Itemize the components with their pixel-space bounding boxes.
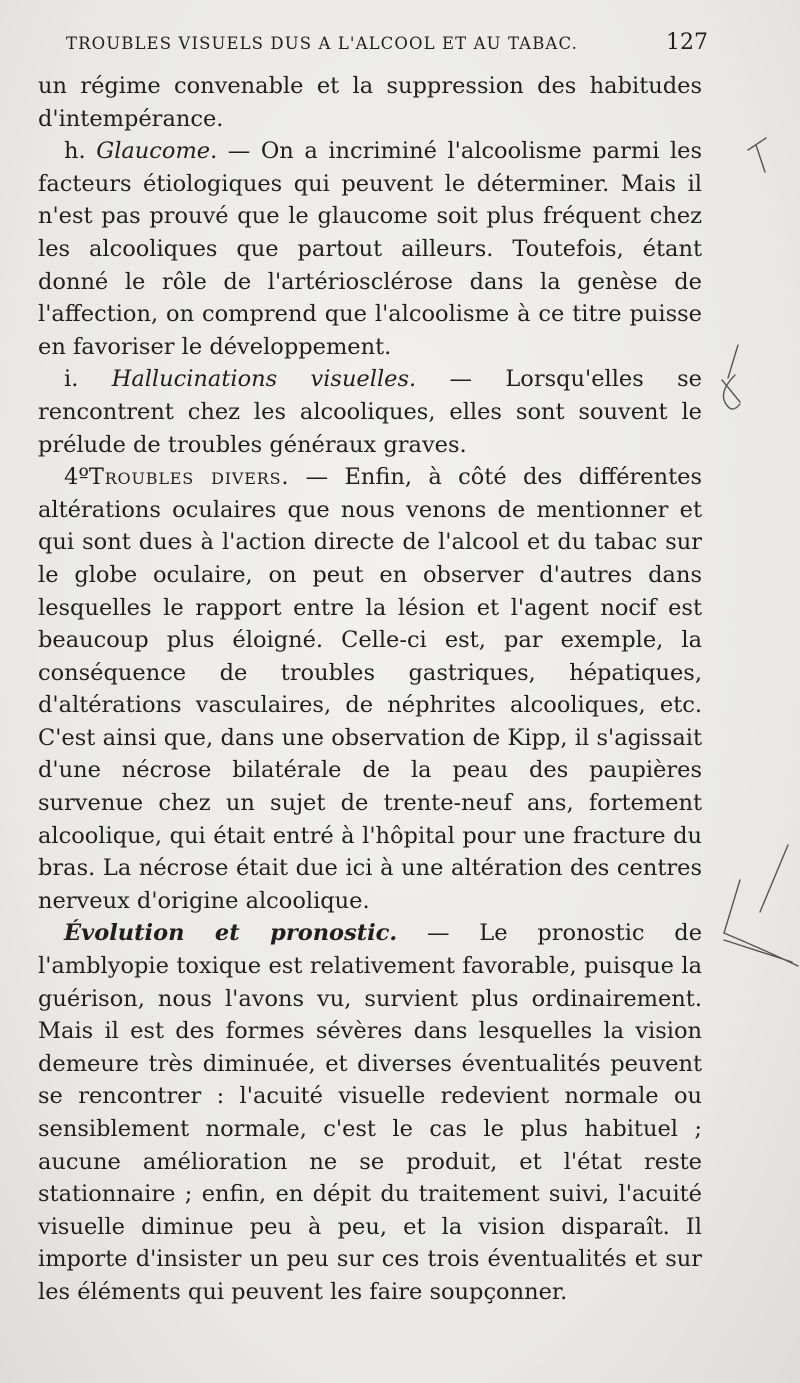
paragraph-continuation: un régime convenable et la suppression des habitudes d'intempérance. xyxy=(38,73,702,132)
page-body xyxy=(38,70,702,1309)
heading-hallucinations: Hallucinations visuelles. xyxy=(111,366,417,393)
page-number: 127 xyxy=(666,30,708,55)
pencil-mark-3 xyxy=(724,845,798,966)
paragraph-troubles-divers xyxy=(38,461,702,917)
pencil-mark-1 xyxy=(748,138,766,172)
heading-evolution: Évolution et pronostic. xyxy=(64,920,398,947)
text-evolution: — Le pronostic de l'amblyopie toxique est relativement favorable, puisque la guérison, nous l'avons vu, survient plus ordinairement. Mais il est des formes sévères dans lesquelles la vision demeure très diminuée, et diverses éventualités peuvent se rencontrer : l'acuité visuelle redevient normale ou sensiblement normale, c'est le cas le plus habituel ; aucune amélioration ne se produit, et l'état reste stationnaire ; enfin, en dépit du traitement suivi, l'acuité visuelle diminue peu à peu, et la vision disparaît. Il importe d'insister un peu sur ces trois éventualités et sur les éléments qui peuvent les faire soupçonner. xyxy=(38,920,703,1305)
paragraph-hallucinations xyxy=(38,363,702,461)
heading-troubles-divers: Troubles divers. xyxy=(88,464,290,491)
pencil-mark-2 xyxy=(722,345,740,409)
text-troubles-divers: — Enfin, à côté des différentes altérations oculaires que nous venons de mentionner et qui sont dues à l'action directe de l'alcool et du tabac sur le globe oculaire, on peut en observer d'autres dans lesquelles le rapport entre la lésion et l'agent nocif est beaucoup plus éloigné. Celle-ci est, par exemple, la conséquence de troubles gastriques, hépatiques, d'altérations vasculaires, de néphrites alcooliques, etc. C'est ainsi que, dans une observation de Kipp, il s'agissait d'une nécrose bilatérale de la peau des paupières survenue chez un sujet de trente-neuf ans, fortement alcoolique, qui était entré à l'hôpital pour une fracture du bras. La nécrose était due ici à une altération des centres nerveux d'origine alcoolique. xyxy=(38,464,702,914)
paragraph-evolution xyxy=(38,917,702,1308)
section-number: 4º xyxy=(64,464,89,491)
text-glaucome: — On a incriminé l'alcoolisme parmi les facteurs étiologiques qui peuvent le déterminer. Mais il n'est pas prouvé que le glaucome soit plus fréquent chez les alcooliques que partout ailleurs. Toutefois, étant donné le rôle de l'artériosclérose dans la genèse de l'affection, on comprend que l'alcoolisme à ce titre puisse en favoriser le développement. xyxy=(38,138,702,360)
paragraph-glaucome xyxy=(38,135,702,363)
running-header xyxy=(66,30,708,55)
item-label-i: i. xyxy=(64,366,79,393)
running-title: TROUBLES VISUELS DUS A L'ALCOOL ET AU TABAC. xyxy=(66,34,578,53)
text-hallucinations: — Lorsqu'elles se rencontrent chez les alcooliques, elles sont souvent le prélude de troubles généraux graves. xyxy=(38,366,702,458)
heading-glaucome: Glaucome. xyxy=(96,138,218,165)
item-label-h: h. xyxy=(64,138,86,165)
